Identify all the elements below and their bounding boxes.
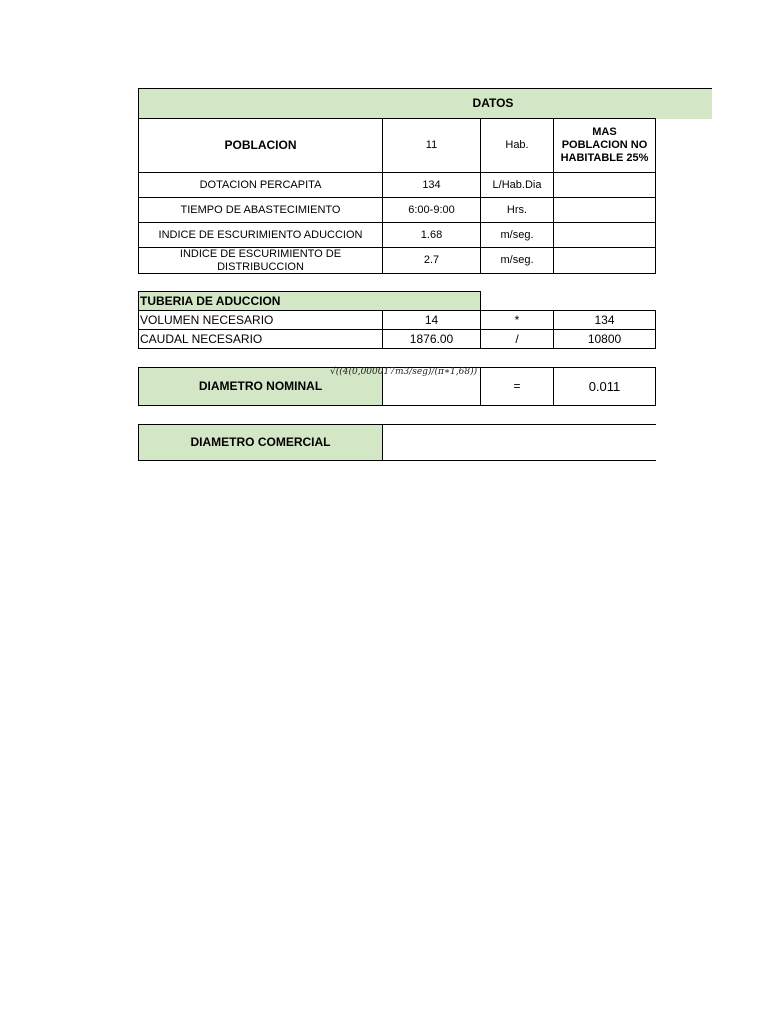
tiempo-note: [554, 198, 656, 223]
dotacion-note: [554, 173, 656, 198]
diametro-nominal-operator: =: [481, 367, 554, 406]
indice-aduccion-label: INDICE DE ESCURIMIENTO ADUCCION: [138, 223, 383, 248]
caudal-label: CAUDAL NECESARIO: [138, 330, 383, 349]
diametro-nominal-formula: √((4(0,000017m3/seg)/(π∗1,68)): [330, 367, 478, 377]
datos-title: DATOS: [472, 95, 514, 110]
tuberia-title: TUBERIA DE ADUCCION: [138, 291, 481, 310]
poblacion-note: MAS POBLACION NO HABITABLE 25%: [554, 119, 656, 173]
dotacion-unit: L/Hab.Dia: [481, 173, 554, 198]
indice-distribuccion-value: 2.7: [383, 248, 481, 274]
indice-distribuccion-unit: m/seg.: [481, 248, 554, 274]
volumen-operator: *: [481, 310, 554, 330]
poblacion-label: POBLACION: [138, 119, 383, 173]
diametro-nominal-label: DIAMETRO NOMINAL: [138, 367, 383, 406]
poblacion-unit: Hab.: [481, 119, 554, 173]
diametro-comercial-label: DIAMETRO COMERCIAL: [138, 424, 383, 461]
dotacion-value: 134: [383, 173, 481, 198]
indice-distribuccion-note: [554, 248, 656, 274]
indice-distribuccion-label: INDICE DE ESCURIMIENTO DE DISTRIBUCCION: [138, 248, 383, 274]
tiempo-value: 6:00-9:00: [383, 198, 481, 223]
volumen-result: 134: [554, 310, 656, 330]
tiempo-label: TIEMPO DE ABASTECIMIENTO: [138, 198, 383, 223]
diametro-nominal-result: 0.011: [554, 367, 656, 406]
indice-aduccion-unit: m/seg.: [481, 223, 554, 248]
poblacion-value: 11: [383, 119, 481, 173]
caudal-operator: /: [481, 330, 554, 349]
caudal-result: 10800: [554, 330, 656, 349]
volumen-label: VOLUMEN NECESARIO: [138, 310, 383, 330]
caudal-value: 1876.00: [383, 330, 481, 349]
indice-aduccion-note: [554, 223, 656, 248]
volumen-value: 14: [383, 310, 481, 330]
dotacion-label: DOTACION PERCAPITA: [138, 173, 383, 198]
indice-aduccion-value: 1.68: [383, 223, 481, 248]
diametro-comercial-value: [383, 424, 656, 461]
tiempo-unit: Hrs.: [481, 198, 554, 223]
